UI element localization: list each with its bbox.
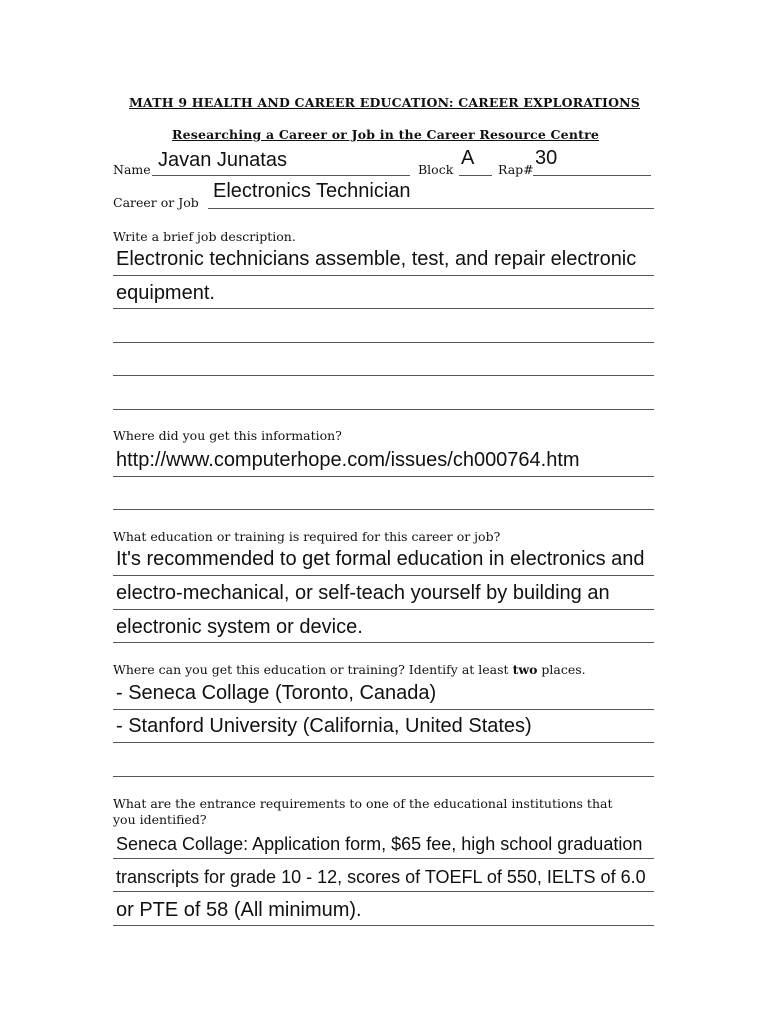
block-label: Block xyxy=(418,162,454,177)
answer-rule xyxy=(113,642,654,643)
answer-line-1[interactable]: Seneca Collage: Application form, $65 fee, high school graduation xyxy=(116,834,643,854)
career-line xyxy=(208,208,654,209)
answer-rule xyxy=(113,858,654,859)
answer-rule xyxy=(113,709,654,710)
question-training-places: Where can you get this education or training? Identify at least two places. xyxy=(113,662,586,677)
answer-line-1[interactable]: It's recommended to get formal education in electronics and xyxy=(116,548,645,570)
answer-line-2[interactable]: equipment. xyxy=(116,282,215,304)
career-field[interactable]: Electronics Technician xyxy=(213,180,411,202)
answer-rule xyxy=(113,308,654,309)
question-job-description: Write a brief job description. xyxy=(113,229,296,244)
answer-rule xyxy=(113,342,654,343)
rap-field[interactable]: 30 xyxy=(535,147,558,169)
answer-rule xyxy=(113,742,654,743)
name-line xyxy=(152,175,410,176)
answer-line-1[interactable]: Electronic technicians assemble, test, and repair electronic xyxy=(116,248,637,270)
question-source: Where did you get this information? xyxy=(113,428,342,443)
answer-rule xyxy=(113,476,654,477)
block-field[interactable]: A xyxy=(461,147,475,169)
answer-rule xyxy=(113,776,654,777)
rap-label: Rap# xyxy=(498,162,534,177)
name-label: Name xyxy=(113,162,151,177)
rap-line xyxy=(533,175,651,176)
answer-rule xyxy=(113,375,654,376)
answer-rule xyxy=(113,275,654,276)
answer-line-1[interactable]: - Seneca Collage (Toronto, Canada) xyxy=(116,682,437,704)
block-line xyxy=(459,175,492,176)
career-label: Career or Job xyxy=(113,195,199,210)
answer-rule xyxy=(113,609,654,610)
question-education: What education or training is required for this career or job? xyxy=(113,529,501,544)
answer-line-3[interactable]: electronic system or device. xyxy=(116,616,363,638)
answer-rule xyxy=(113,891,654,892)
question-entrance-requirements-cont: you identified? xyxy=(113,812,207,827)
answer-rule xyxy=(113,925,654,926)
page-title: MATH 9 HEALTH AND CAREER EDUCATION: CAREER EXPLORATIONS xyxy=(129,95,641,110)
answer-rule xyxy=(113,409,654,410)
answer-line-1[interactable]: http://www.computerhope.com/issues/ch000764.htm xyxy=(116,449,580,471)
answer-line-3[interactable]: or PTE of 58 (All minimum). xyxy=(116,899,362,921)
question-entrance-requirements: What are the entrance requirements to one of the educational institutions that xyxy=(113,796,613,811)
name-field[interactable]: Javan Junatas xyxy=(158,149,287,171)
answer-line-2[interactable]: transcripts for grade 10 - 12, scores of TOEFL of 550, IELTS of 6.0 xyxy=(116,867,646,887)
answer-rule xyxy=(113,509,654,510)
page-subtitle: Researching a Career or Job in the Career Resource Centre xyxy=(172,127,600,142)
answer-line-2[interactable]: - Stanford University (California, United States) xyxy=(116,715,532,737)
answer-rule xyxy=(113,575,654,576)
answer-line-2[interactable]: electro-mechanical, or self-teach yourself by building an xyxy=(116,582,610,604)
